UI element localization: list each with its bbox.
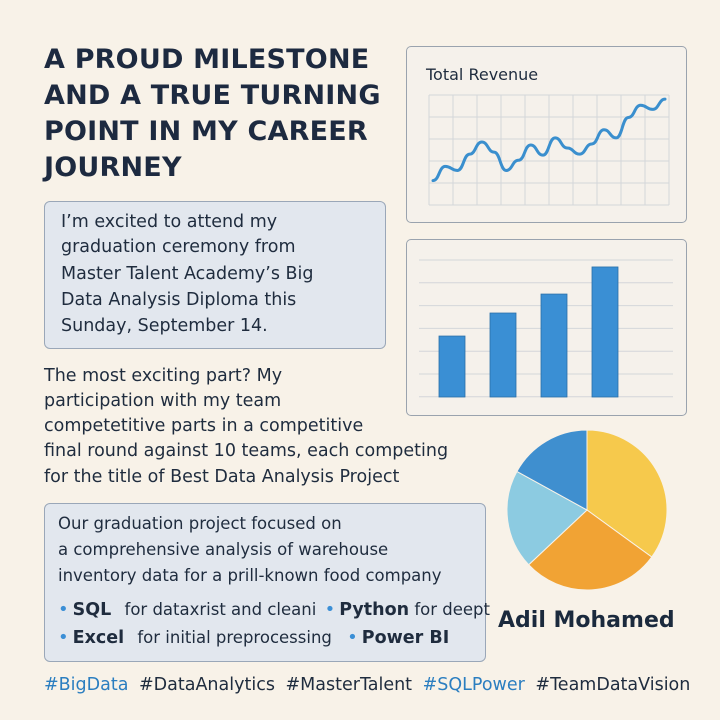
- tool-description: for initial preprocessing: [137, 628, 332, 647]
- chart-title: Total Revenue: [426, 65, 539, 84]
- tool-description: for deept: [414, 600, 490, 619]
- revenue-chart: [406, 46, 687, 223]
- paragraph-line: competetitive parts in a competitive: [44, 416, 364, 436]
- tool-name: Python: [339, 600, 410, 620]
- tool-name: Power BI: [361, 628, 450, 648]
- hashtag[interactable]: #DataAnalytics: [139, 675, 275, 695]
- pie-chart: [505, 425, 670, 595]
- project-line: inventory data for a prill-known food company: [58, 566, 442, 585]
- hashtag[interactable]: #TeamDataVision: [535, 675, 691, 695]
- bar-chart: [406, 239, 687, 416]
- hashtag[interactable]: #BigData: [44, 675, 129, 695]
- paragraph-line: for the title of Best Data Analysis Project: [44, 467, 400, 487]
- intro-line: I’m excited to attend my: [61, 212, 278, 232]
- headline-line: JOURNEY: [44, 152, 182, 183]
- project-line: a comprehensive analysis of warehouse: [58, 540, 389, 559]
- bar-3: [541, 294, 567, 397]
- intro-line: graduation ceremony from: [61, 237, 296, 257]
- hashtag[interactable]: #MasterTalent: [285, 675, 413, 695]
- tool-description: for dataxrist and cleani: [124, 600, 317, 619]
- bullet-icon: •: [58, 599, 69, 620]
- paragraph-line: The most exciting part? My: [44, 366, 283, 386]
- paragraph-line: final round against 10 teams, each competing: [44, 441, 449, 461]
- hashtag[interactable]: #SQLPower: [422, 675, 525, 695]
- headline: [44, 42, 404, 186]
- headline-line: A PROUD MILESTONE: [44, 44, 370, 75]
- intro-line: Sunday, September 14.: [61, 316, 268, 336]
- paragraph-line: participation with my team: [44, 391, 282, 411]
- tools-row: [58, 599, 490, 620]
- tools-row: [58, 627, 449, 648]
- hashtag-list: [44, 675, 695, 695]
- bar-chart-plot: [407, 240, 686, 415]
- person-name: Adil Mohamed: [498, 608, 675, 633]
- bullet-icon: •: [347, 627, 358, 648]
- revenue-chart-plot: [407, 47, 686, 222]
- intro-card: [44, 201, 386, 349]
- bar-1: [439, 336, 465, 397]
- project-card: [44, 503, 490, 662]
- intro-line: Data Analysis Diploma this: [61, 290, 297, 310]
- headline-line: POINT IN MY CAREER: [44, 116, 368, 147]
- tool-name: SQL: [72, 600, 112, 620]
- headline-line: AND A TRUE TURNING: [44, 80, 381, 111]
- tool-name: Excel: [72, 628, 125, 648]
- bar-4: [592, 267, 618, 397]
- bullet-icon: •: [324, 599, 336, 620]
- bullet-icon: •: [58, 627, 69, 648]
- project-line: Our graduation project focused on: [58, 514, 342, 533]
- bar-2: [490, 313, 516, 397]
- intro-line: Master Talent Academy’s Big: [61, 264, 314, 284]
